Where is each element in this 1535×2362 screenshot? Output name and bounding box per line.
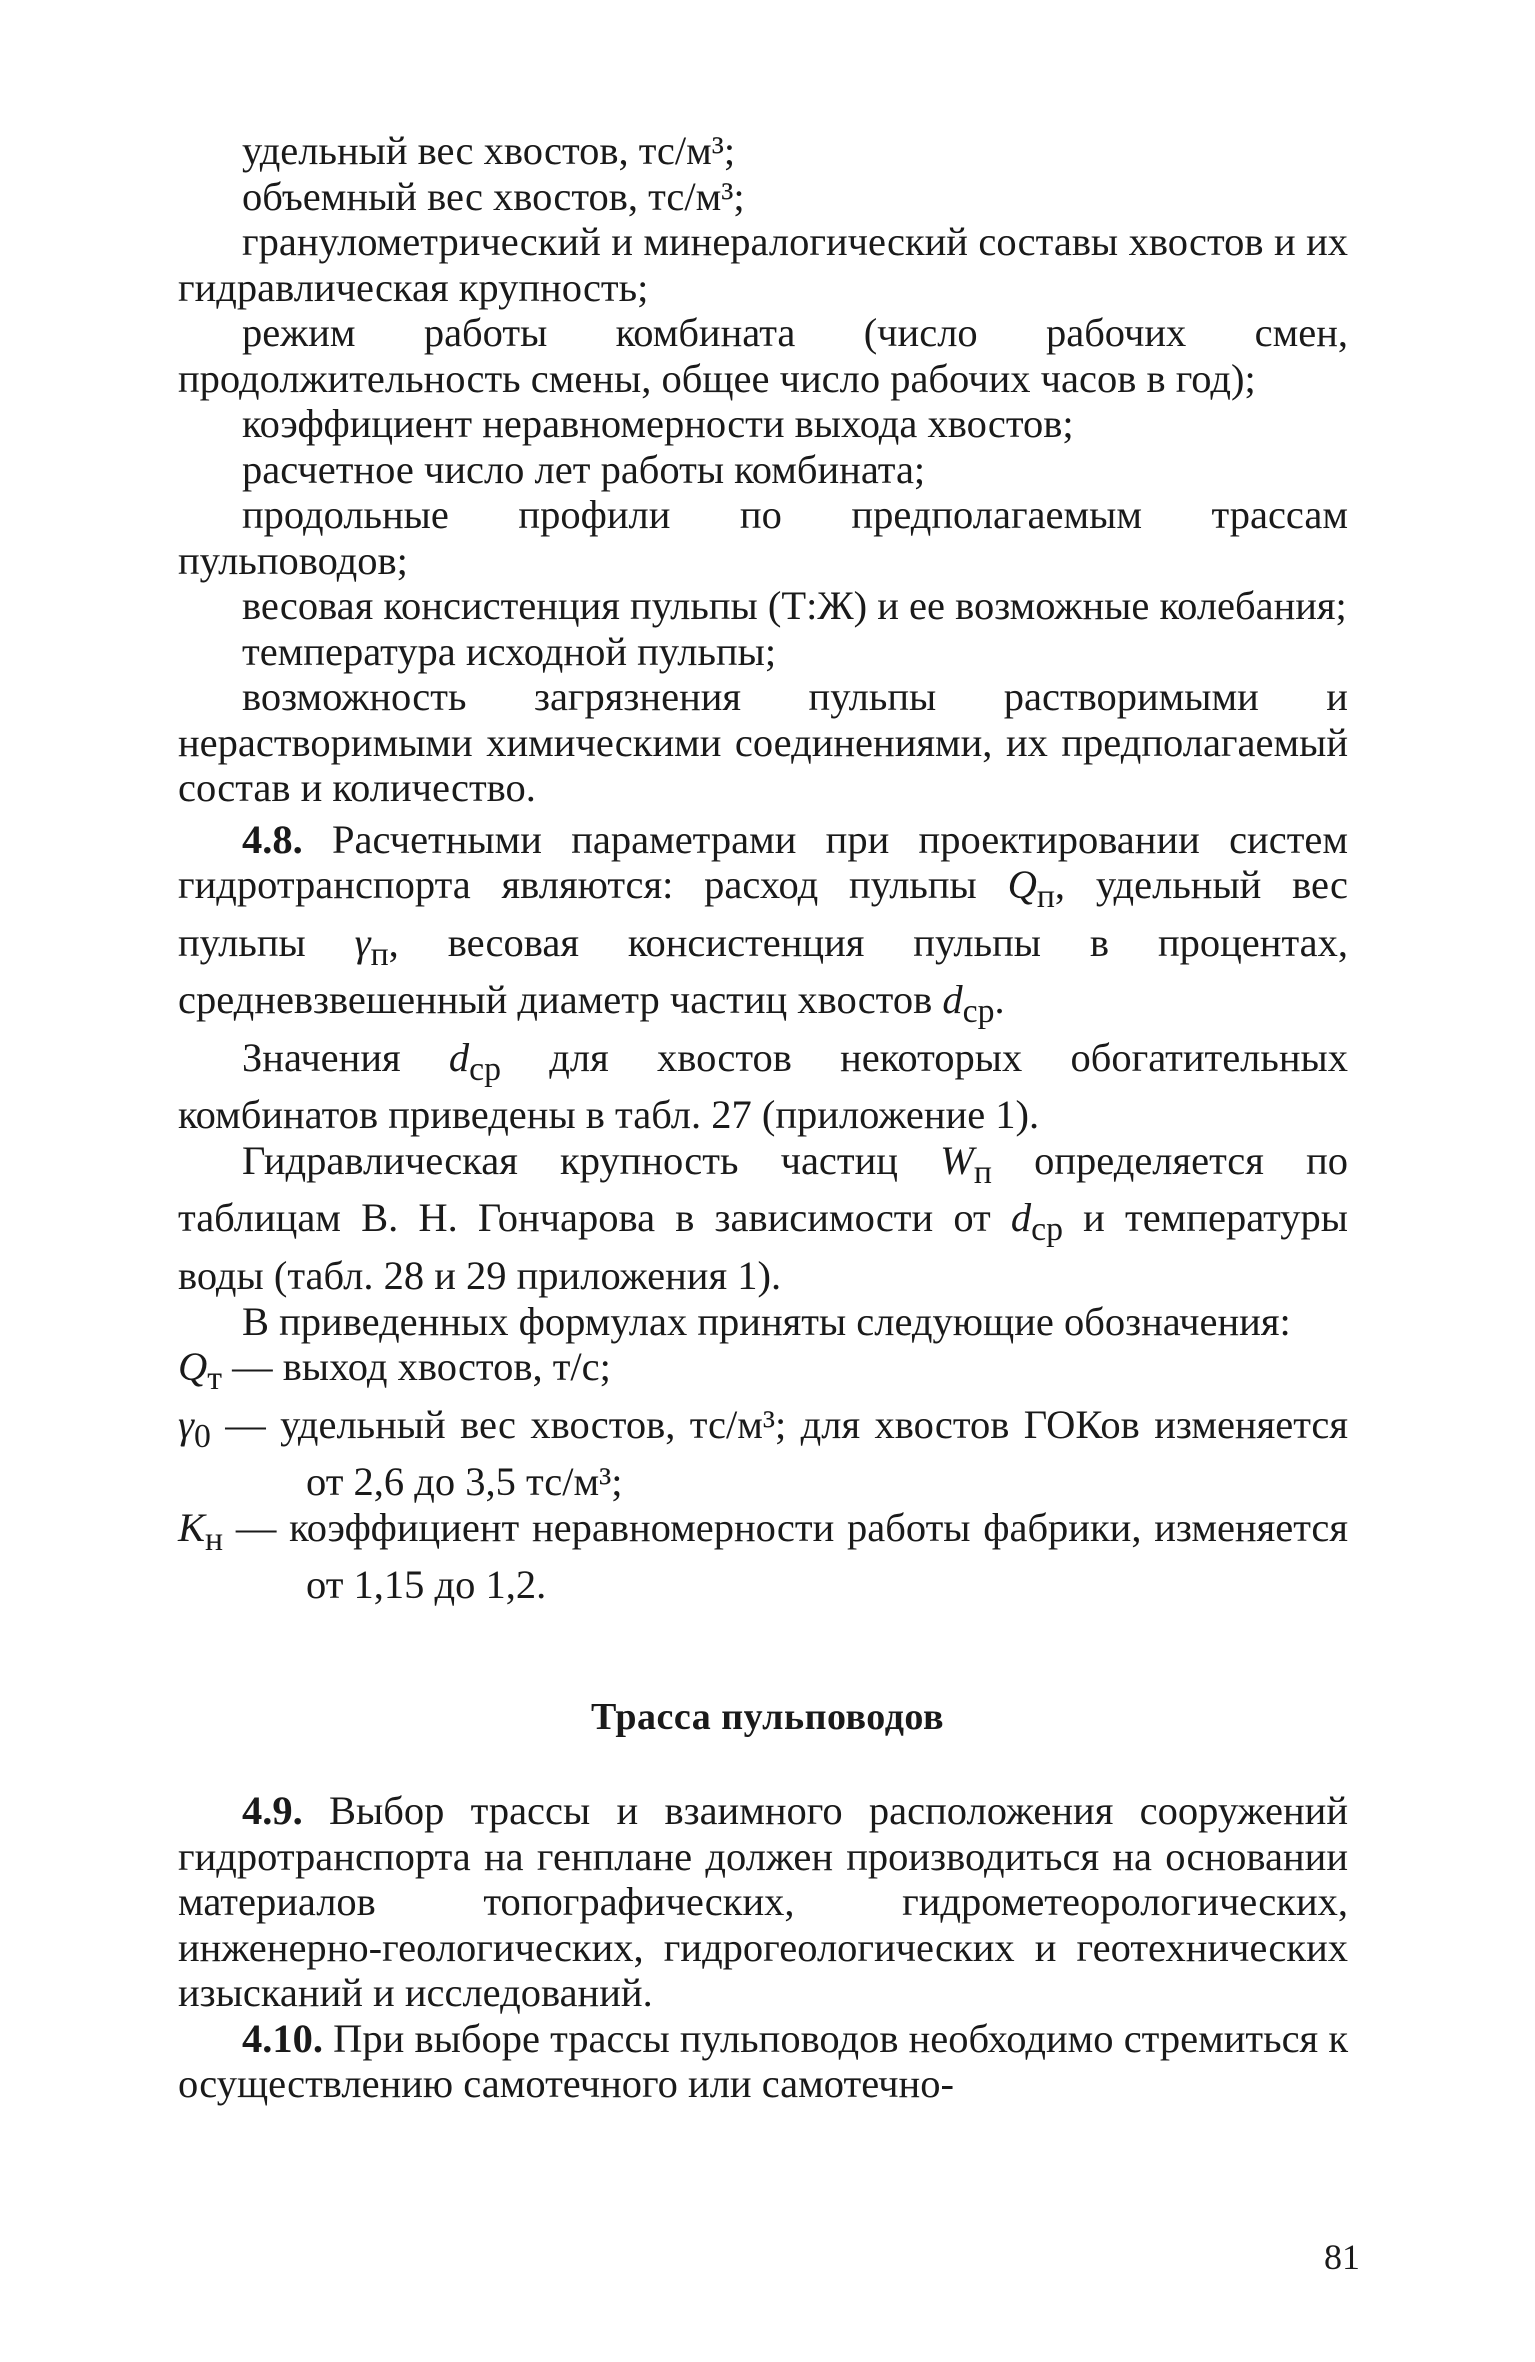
list-item: удельный вес хвостов, тс/м³; <box>242 128 736 173</box>
notation-item: $Q_т$ — выход хвостов, т/с; <box>178 1344 611 1398</box>
paragraph-4-8: 4.8. Расчетными параметрами при проектировании систем гидротранспорта являются: расход пульпы $Q_п$, удельный вес пульпы $\gamma_п$, весовая консистенция пульпы в процентах, средневзвешенный диаметр частиц хвостов $d_{ср}$. <box>178 816 1349 1031</box>
paragraph-4-9: 4.9. Выбор трассы и взаимного расположения сооружений гидротранспорта на генплане должен производиться на основании материалов топографических, гидрометеорологических, инженерно-геологических, гидрогеологических и геотехнических изысканий и исследований. <box>178 1788 1348 2015</box>
section-text-block <box>178 1788 1348 2107</box>
main-text-block <box>178 128 1348 1608</box>
list-item: температура исходной пульпы; <box>242 628 777 674</box>
section-heading: Трасса пульповодов <box>590 1696 944 1738</box>
list-item: режим работы комбината (число рабочих смен, продолжительность смены, общее число рабочих часов в год); <box>178 310 1348 401</box>
list-item: весовая консистенция пульпы (Т:Ж) и ее возможные колебания; <box>242 583 1347 628</box>
list-item: коэффициент неравномерности выхода хвостов; <box>242 401 1074 446</box>
paragraph-4-10: 4.10. При выборе трассы пульповодов необходимо стремиться к осуществлению самотечного или самотечно- <box>178 2015 1349 2106</box>
list-item: возможность загрязнения пульпы растворимыми и нерастворимыми химическими соединениями, их предполагаемый состав и количество. <box>178 674 1348 810</box>
notation-item: $K_н$ — коэффициент неравномерности работы фабрики, изменяется от 1,15 до 1,2. <box>178 1504 1348 1608</box>
page-number: 81 <box>1324 2237 1360 2277</box>
list-item: объемный вес хвостов, тс/м³; <box>242 173 745 219</box>
paragraph-number: 4.8. <box>242 816 303 862</box>
paragraph-notation-intro: В приведенных формулах приняты следующие обозначения: <box>242 1298 1291 1344</box>
notation-item: $\gamma_0$ — удельный вес хвостов, тс/м³; для хвостов ГОКов изменяется от 2,6 до 3,5 тс/м³; <box>178 1401 1348 1505</box>
paragraph-number: 4.10. <box>242 2015 323 2061</box>
list-item: продольные профили по предполагаемым трассам пульповодов; <box>178 492 1348 583</box>
paragraph-number: 4.9. <box>242 1788 303 1833</box>
list-item: гранулометрический и минералогический составы хвостов и их гидравлическая крупность; <box>178 219 1348 310</box>
paragraph-dcp-values: Значения $d_{ср}$ для хвостов некоторых обогатительных комбинатов приведены в табл. 27 (приложение 1). <box>178 1034 1348 1138</box>
paragraph-hydraulic-size: Гидравлическая крупность частиц $W_п$ определяется по таблицам В. Н. Гончарова в зависимости от $d_{ср}$ и температуры воды (табл. 28 и 29 приложения 1). <box>178 1137 1349 1299</box>
list-item: расчетное число лет работы комбината; <box>242 446 926 492</box>
